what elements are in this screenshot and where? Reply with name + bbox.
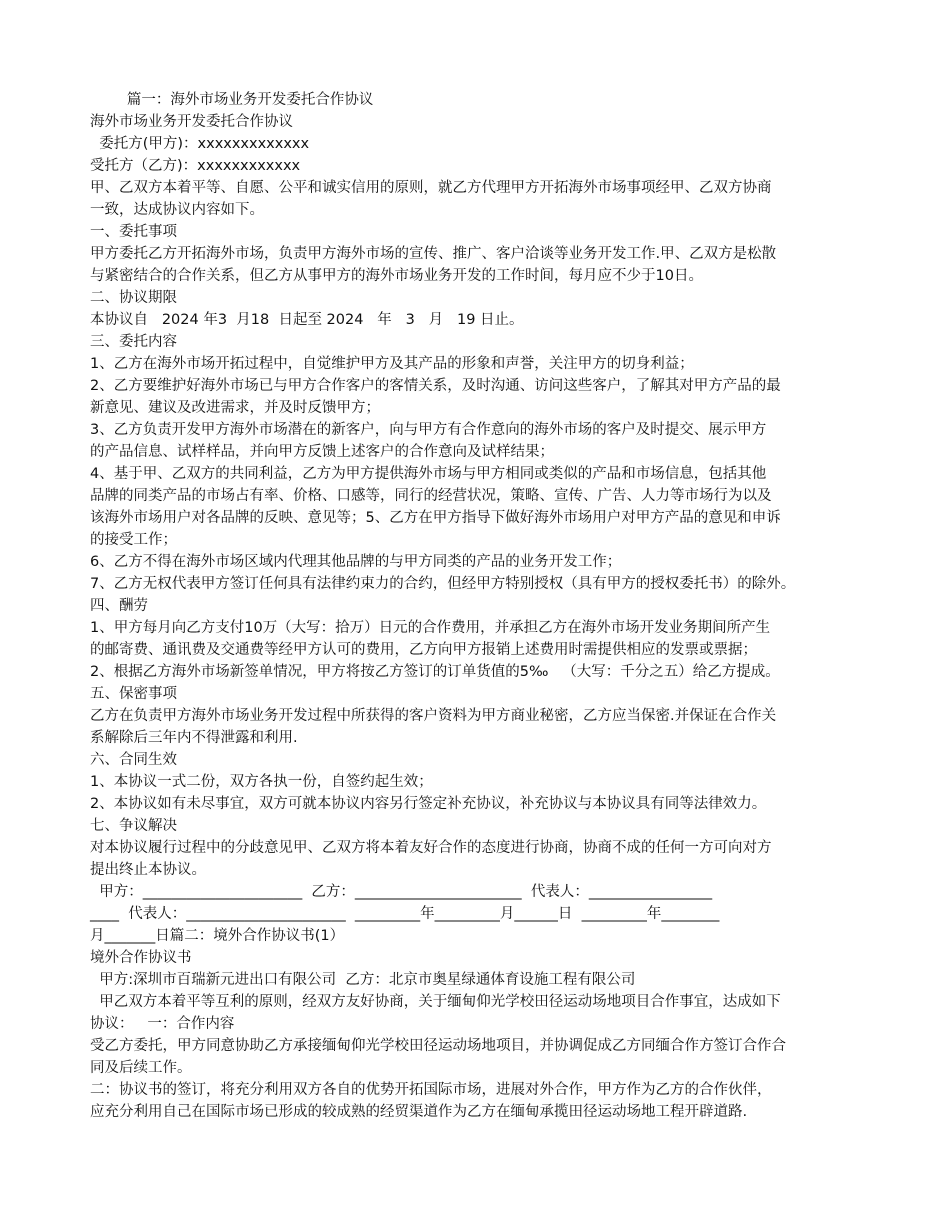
text-line: 1、本协议一式二份，双方各执一份，自签约起生效；	[90, 774, 433, 790]
text-line: 协议： 一：合作内容	[90, 1016, 235, 1032]
text-line: 的产品信息、试样样品，并向甲方反馈上述客户的合作意向及试样结果；	[90, 444, 554, 460]
text-line: 1、甲方每月向乙方支付10万（大写：拾万）日元的合作费用，并承担乙方在海外市场开发业务期间所产生	[90, 620, 771, 636]
party-b-line: 受托方（乙方)：xxxxxxxxxxxx	[90, 158, 301, 174]
heading-entrusted-content: 三、委托内容	[90, 334, 177, 350]
text-line: 1、乙方在海外市场开拓过程中，自觉维护甲方及其产品的形象和声誉，关注甲方的切身利益；	[90, 356, 694, 372]
text-line: 2、乙方要维护好海外市场已与甲方合作客户的客情关系，及时沟通、访问这些客户，了解其对甲方产品的最	[90, 378, 781, 394]
text-line: 甲方委托乙方开拓海外市场，负责甲方海外市场的宣传、推广、客户洽谈等业务开发工作.甲、乙双方是松散	[90, 246, 777, 262]
text-line: 的接受工作；	[90, 532, 177, 548]
text-line: 的邮寄费、通讯费及交通费等经甲方认可的费用，乙方向甲方报销上述费用时需提供相应的发票或票据；	[90, 642, 757, 658]
parties-line: 甲方:深圳市百瑞新元进出口有限公司 乙方：北京市奥星绿通体育设施工程有限公司	[90, 972, 636, 988]
agreement-title: 海外市场业务开发委托合作协议	[90, 114, 293, 130]
text-line: 甲、乙双方本着平等、自愿、公平和诚实信用的原则，就乙方代理甲方开拓海外市场事项经甲、乙双方协商	[90, 180, 772, 196]
heading-effectiveness: 六、合同生效	[90, 752, 177, 768]
text-line: 提出终止本协议。	[90, 862, 206, 878]
section-1-title: 篇一：海外市场业务开发委托合作协议	[90, 92, 374, 108]
heading-entrusted-matters: 一、委托事项	[90, 224, 177, 240]
overseas-agreement-title: 境外合作协议书	[90, 950, 192, 966]
text-line: 与紧密结合的合作关系，但乙方从事甲方的海外市场业务开发的工作时间，每月应不少于10日。	[90, 268, 703, 284]
text-line: 7、乙方无权代表甲方签订任何具有法律约束力的合约，但经甲方特别授权（具有甲方的授权委托书）的除外。	[90, 576, 796, 592]
text-line: 乙方在负责甲方海外市场业务开发过程中所获得的客户资料为甲方商业秘密，乙方应当保密.并保证在合作关	[90, 708, 777, 724]
text-line: 2、根据乙方海外市场新签单情况，甲方将按乙方签订的订单货值的5‰ （大写：千分之五）给乙方提成。	[90, 664, 780, 680]
text-line: 3、乙方负责开发甲方海外市场潜在的新客户，向与甲方有合作意向的海外市场的客户及时提交、展示甲方	[90, 422, 767, 438]
heading-confidentiality: 五、保密事项	[90, 686, 177, 702]
text-line: 同及后续工作。	[90, 1060, 192, 1076]
text-line: 品牌的同类产品的市场占有率、价格、口感等，同行的经营状况，策略、宣传、广告、人力等市场行为以及	[90, 488, 772, 504]
heading-term: 二、协议期限	[90, 290, 177, 306]
text-line: 系解除后三年内不得泄露和利用.	[90, 730, 298, 746]
text-line: 该海外市场用户对各品牌的反映、意见等；5、乙方在甲方指导下做好海外市场用户对甲方产品的意见和申诉	[90, 510, 781, 526]
text-line: 甲乙双方本着平等互利的原则，经双方友好协商，关于缅甸仰光学校田径运动场地项目合作事宜，达成如下	[90, 994, 781, 1010]
text-line: 本协议自 2024 年3 月18 日起至 2024 年 3 月 19 日止。	[90, 312, 524, 328]
signature-line: 甲方：______________________ 乙方：_______________________ 代表人：_________________	[90, 884, 713, 900]
text-line: 4、基于甲、乙双方的共同利益，乙方为甲方提供海外市场与甲方相同或类似的产品和市场信息，包括其他	[90, 466, 767, 482]
text-line: 一致，达成协议内容如下。	[90, 202, 264, 218]
text-line: 应充分利用自己在国际市场已形成的较成熟的经贸渠道作为乙方在缅甸承揽田径运动场地工程开辟道路.	[90, 1104, 748, 1120]
text-line: 2、本协议如有未尽事宜，双方可就本协议内容另行签定补充协议，补充协议与本协议具有同等法律效力。	[90, 796, 767, 812]
text-line: 对本协议履行过程中的分歧意见甲、乙双方将本着友好合作的态度进行协商，协商不成的任何一方可向对方	[90, 840, 772, 856]
party-a-line: 委托方(甲方)：xxxxxxxxxxxxx	[90, 136, 310, 152]
heading-dispute: 七、争议解决	[90, 818, 177, 834]
text-line: 受乙方委托，甲方同意协助乙方承接缅甸仰光学校田径运动场地项目，并协调促成乙方同缅合作方签订合作合	[90, 1038, 786, 1054]
signature-line: ____ 代表人：______________________ _________年_________月______日 _________年________	[90, 906, 720, 922]
text-line: 新意见、建议及改进需求，并及时反馈甲方；	[90, 400, 380, 416]
heading-remuneration: 四、酬劳	[90, 598, 148, 614]
text-line: 二：协议书的签订，将充分利用双方各自的优势开拓国际市场，进展对外合作，甲方作为乙方的合作伙伴，	[90, 1082, 772, 1098]
text-line: 6、乙方不得在海外市场区域内代理其他品牌的与甲方同类的产品的业务开发工作；	[90, 554, 622, 570]
section-2-title: 月_______日篇二：境外合作协议书(1）	[90, 928, 345, 944]
